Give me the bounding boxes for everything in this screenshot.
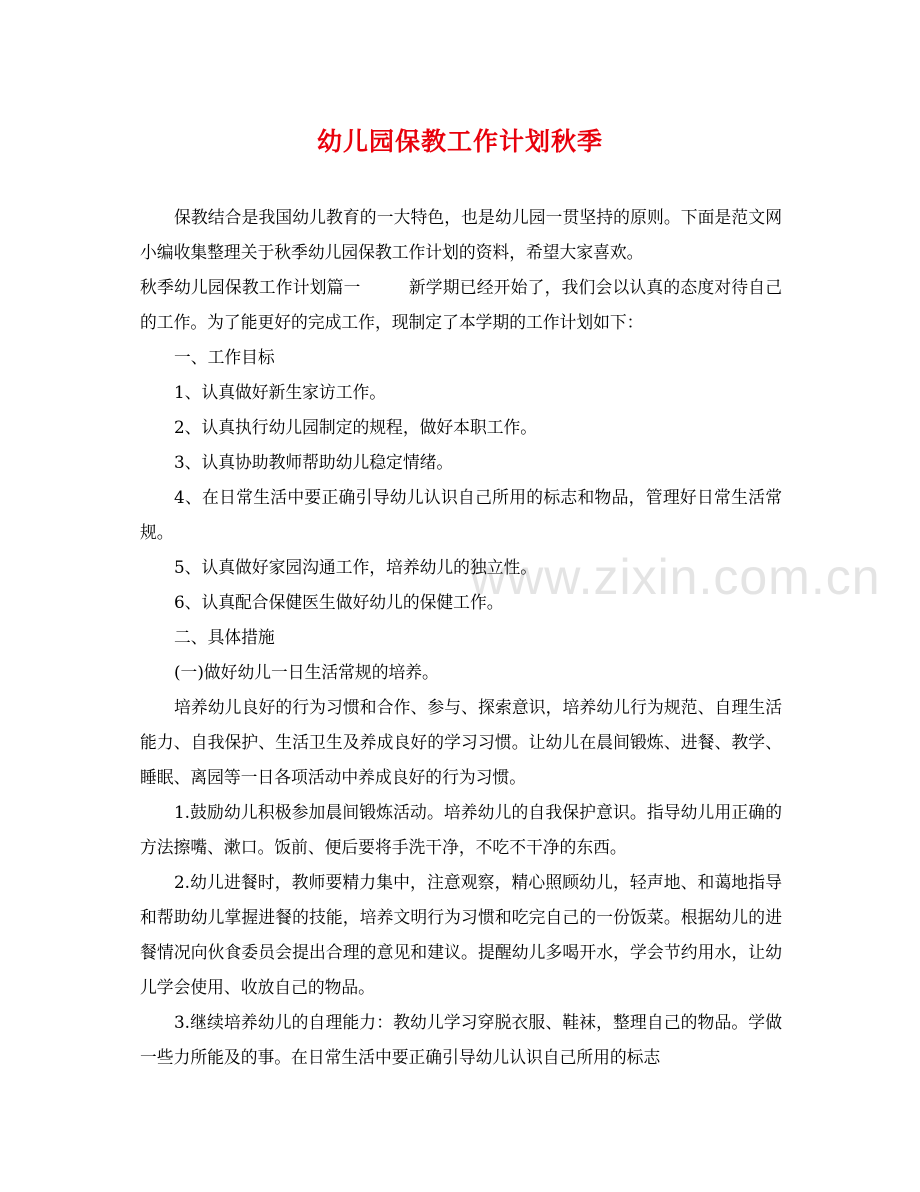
- measure-subheading: (一)做好幼儿一日生活常规的培养。: [174, 662, 439, 682]
- intro-paragraph: 保教结合是我国幼儿教育的一大特色，也是幼儿园一贯坚持的原则。下面是范文网小编收集整理关于秋季幼儿园保教工作计划的资料，希望大家喜欢。: [140, 207, 782, 262]
- numbered-item: 3.继续培养幼儿的自理能力：教幼儿学习穿脱衣服、鞋袜，整理自己的物品。学做一些力所能及的事。在日常生活中要正确引导幼儿认识自己所用的标志: [140, 1012, 782, 1067]
- numbered-item: 1.鼓励幼儿积极参加晨间锻炼活动。培养幼儿的自我保护意识。指导幼儿用正确的方法擦嘴、漱口。饭前、便后要将手洗干净，不吃不干净的东西。: [140, 802, 782, 857]
- section-heading: 秋季幼儿园保教工作计划篇一: [140, 277, 361, 297]
- goal-item: 2、认真执行幼儿园制定的规程，做好本职工作。: [174, 417, 538, 437]
- goal-item: 6、认真配合保健医生做好幼儿的保健工作。: [174, 592, 504, 612]
- measure-paragraph: 培养幼儿良好的行为习惯和合作、参与、探索意识，培养幼儿行为规范、自理生活能力、自我保护、生活卫生及养成良好的学习习惯。让幼儿在晨间锻炼、进餐、教学、睡眠、离园等一日各项活动中养成良好的行为习惯。: [140, 697, 782, 787]
- goal-item: 3、认真协助教师帮助幼儿稳定情绪。: [174, 452, 454, 472]
- section-paragraph: [140, 270, 782, 340]
- goal-item: 5、认真做好家园沟通工作，培养幼儿的独立性。: [174, 557, 538, 577]
- watermark: www.zixin.com.cn: [470, 549, 881, 605]
- goal-item: 4、在日常生活中要正确引导幼儿认识自己所用的标志和物品，管理好日常生活常规。: [140, 487, 782, 542]
- document-body: [140, 200, 782, 1075]
- numbered-item: 2.幼儿进餐时，教师要精力集中，注意观察，精心照顾幼儿，轻声地、和蔼地指导和帮助幼儿掌握进餐的技能，培养文明行为习惯和吃完自己的一份饭菜。根据幼儿的进餐情况向伙食委员会提出合理的意见和建议。提醒幼儿多喝开水，学会节约用水，让幼儿学会使用、收放自己的物品。: [140, 872, 782, 997]
- document-title: 幼儿园保教工作计划秋季: [316, 127, 603, 156]
- measures-heading: 二、具体措施: [174, 627, 275, 647]
- section-intro: 新学期已经开始了，我们会以认真的态度对待自己的工作。为了能更好的完成工作，现制定了本学期的工作计划如下：: [140, 277, 782, 332]
- goals-heading: 一、工作目标: [174, 347, 275, 367]
- goal-item: 1、认真做好新生家访工作。: [174, 382, 387, 402]
